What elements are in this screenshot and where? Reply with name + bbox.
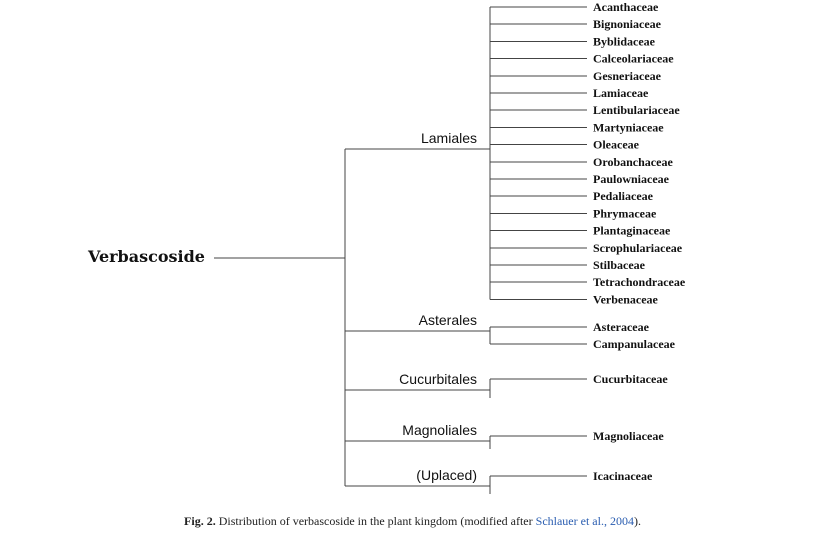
root-label: Verbascoside bbox=[88, 247, 205, 266]
family-label: Pedaliaceae bbox=[593, 189, 653, 204]
family-label: Scrophulariaceae bbox=[593, 240, 683, 255]
figure-caption bbox=[0, 514, 825, 529]
caption-text: Distribution of verbascoside in the plant kingdom (modified after bbox=[215, 514, 536, 528]
family-label: Lentibulariaceae bbox=[593, 103, 680, 118]
caption-end: ). bbox=[633, 514, 641, 528]
family-label: Orobanchaceae bbox=[593, 154, 673, 169]
family-label: Phrymaceae bbox=[593, 206, 657, 221]
family-label: Plantaginaceae bbox=[593, 223, 671, 238]
family-label: Martyniaceae bbox=[593, 120, 664, 135]
order-label: Asterales bbox=[418, 312, 477, 328]
order-label: Cucurbitales bbox=[399, 371, 477, 387]
caption-label: Fig. 2. bbox=[184, 514, 216, 528]
family-label: Verbenaceae bbox=[593, 292, 658, 307]
family-label: Stilbaceae bbox=[593, 258, 645, 272]
family-label: Calceolariaceae bbox=[593, 51, 674, 66]
family-label: Paulowniaceae bbox=[593, 172, 669, 186]
family-label: Tetrachondraceae bbox=[593, 275, 686, 290]
family-label: Cucurbitaceae bbox=[593, 372, 668, 386]
family-label: Lamiaceae bbox=[593, 86, 649, 100]
family-label: Magnoliaceae bbox=[593, 429, 664, 443]
order-label: Lamiales bbox=[420, 130, 477, 146]
family-label: Asteraceae bbox=[593, 320, 649, 334]
family-label: Byblidaceae bbox=[593, 34, 655, 49]
family-label: Oleaceae bbox=[593, 137, 639, 152]
order-label: (Uplaced) bbox=[416, 467, 477, 483]
family-label: Icacinaceae bbox=[593, 469, 653, 483]
family-label: Gesneriaceae bbox=[593, 68, 661, 83]
order-label: Magnoliales bbox=[402, 422, 477, 438]
caption-reference-link[interactable]: Schlauer et al., 2004 bbox=[535, 514, 634, 528]
family-label: Bignoniaceae bbox=[593, 17, 661, 32]
family-label: Campanulaceae bbox=[593, 337, 675, 352]
family-label: Acanthaceae bbox=[593, 0, 659, 14]
